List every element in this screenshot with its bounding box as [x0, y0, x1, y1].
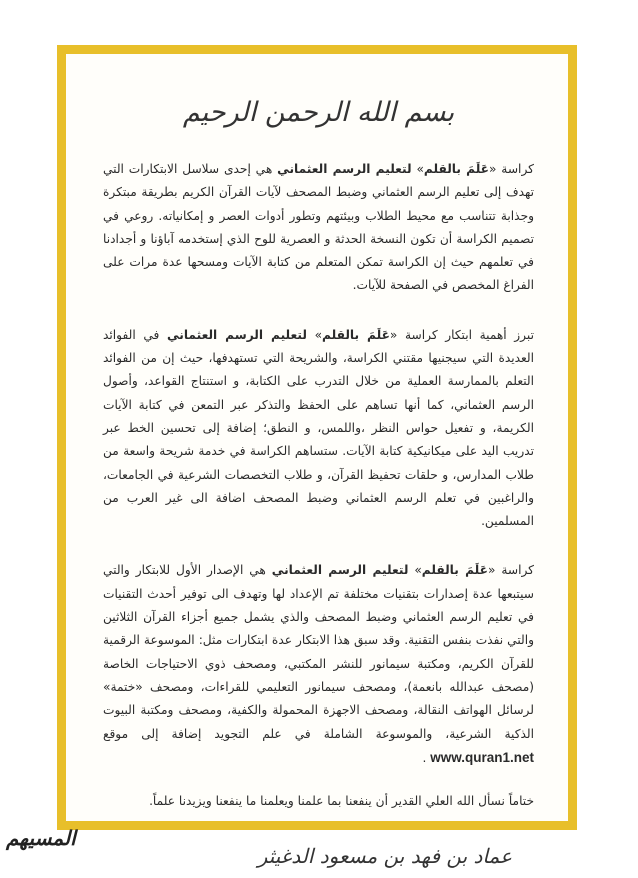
book-title: عَلَمَ بالقلم: [421, 563, 488, 578]
publisher-logo: المسيهم: [6, 826, 76, 850]
closing-prayer: ختاماً نسأل الله العلي القدير أن ينفعنا بما علمنا ويعلمنا ما ينفعنا ويزيدنا علماً.: [149, 794, 534, 809]
document-content: [103, 72, 534, 869]
text-run: في الفوائد العديدة التي سيجنيها مقتني الكراسة، والشريحة التي تستهدفها، حيث إن من الفوائد التعلم بالممارسة العملية من خلال التدرب على الكتابة، و استنتاج القواعد، وأصول الرسم العثماني، كما أنها تساهم على الحفظ والتذكر عبر التمعن في كتابة الآيات الكريمة، و تفعيل حواس النظر ،واللمس، و النطق؛ إضافة إلى تحسين الخط عبر تدريب اليد على ميكانيكية كتابة الآيات. ستساهم الكراسة في خدمة شريحة واسعة من طلاب المدارس، و حلقات تحفيظ القرآن، و طلاب التخصصات الشرعية في الجامعات، والراغبين في تعلم الرسم العثماني وضبط المصحف اضافة الى غير العرب من المسلمين.: [103, 327, 534, 529]
paragraph-importance: [103, 324, 534, 534]
text-run: .: [422, 750, 431, 765]
book-title: عَلَمَ بالقلم: [322, 327, 390, 342]
text-run: »: [408, 563, 422, 578]
text-run: هي إحدى سلاسل الابتكارات التي تهدف إلى تعليم الرسم العثماني وضبط المصحف لآيات القرآن الكريم بطريقة مبتكرة وجذابة تتناسب مع محيط الطلاب وبيئتهم وتطور أدوات العصر و إمكانياته. روعي في تصميم الكراسة أن تكون النسخة الحدثة و العصرية للوح الذي إستخدمه آباؤنا و أجدادنا في تعلمهم حيث إن الكراسة تمكن المتعلم من كتابة الآيات ومسحها عدة مرات على الفراغ المخصص في الصفحة للآيات.: [103, 162, 534, 293]
book-title: عَلَمَ بالقلم: [423, 162, 490, 176]
page-frame: [57, 45, 577, 869]
basmala-calligraphy: بسم الله الرحمن الرحيم: [182, 97, 455, 128]
text-run: »: [306, 327, 323, 342]
paragraph-editions: [103, 559, 534, 770]
text-run: هي الإصدار الأول للابتكار والتي سيتبعها عدة إصدارات بتقنيات مختلفة تم الإعداد لها وتهدف الى توفير أحدث التقنيات في تعليم الرسم العثماني وضبط المصحف والذي يشمل جميع أجزاء القرآن الثلاثين والتي نفذت بنفس التقنية. وقد سبق هذا الابتكار عدة ابتكارات مثل: الموسوعة الرقمية للقرآن الكريم، ومكتبة سيمانور للنشر المكتبي، ومصحف ذوي الاحتياجات الخاصة (مصحف عبدالله بانعمة)، ومصحف سيمانور التعليمي للقراءات، ومصحف «ختمة» لرسائل الهواتف النقالة، ومصحف الاجهزة المحمولة والكفية، ومصحف ومكتبة البيوت الذكية الشرعية، والموسوعة الشاملة في علم التجويد إضافة إلى موقع: [103, 563, 534, 741]
paragraph-intro: [103, 158, 534, 298]
text-run: كراسة «: [489, 162, 534, 176]
text-run: كراسة «: [487, 563, 534, 578]
website-link[interactable]: www.quran1.net: [430, 749, 534, 765]
book-subtitle: لتعليم الرسم العثماني: [166, 327, 307, 342]
text-run: »: [411, 162, 424, 176]
book-subtitle: لتعليم الرسم العثماني: [277, 162, 412, 176]
author-signature: عماد بن فهد بن مسعود الدغيثر: [257, 844, 512, 869]
text-run: تبرز أهمية ابتكار كراسة «: [389, 327, 534, 342]
book-subtitle: لتعليم الرسم العثماني: [271, 563, 409, 578]
